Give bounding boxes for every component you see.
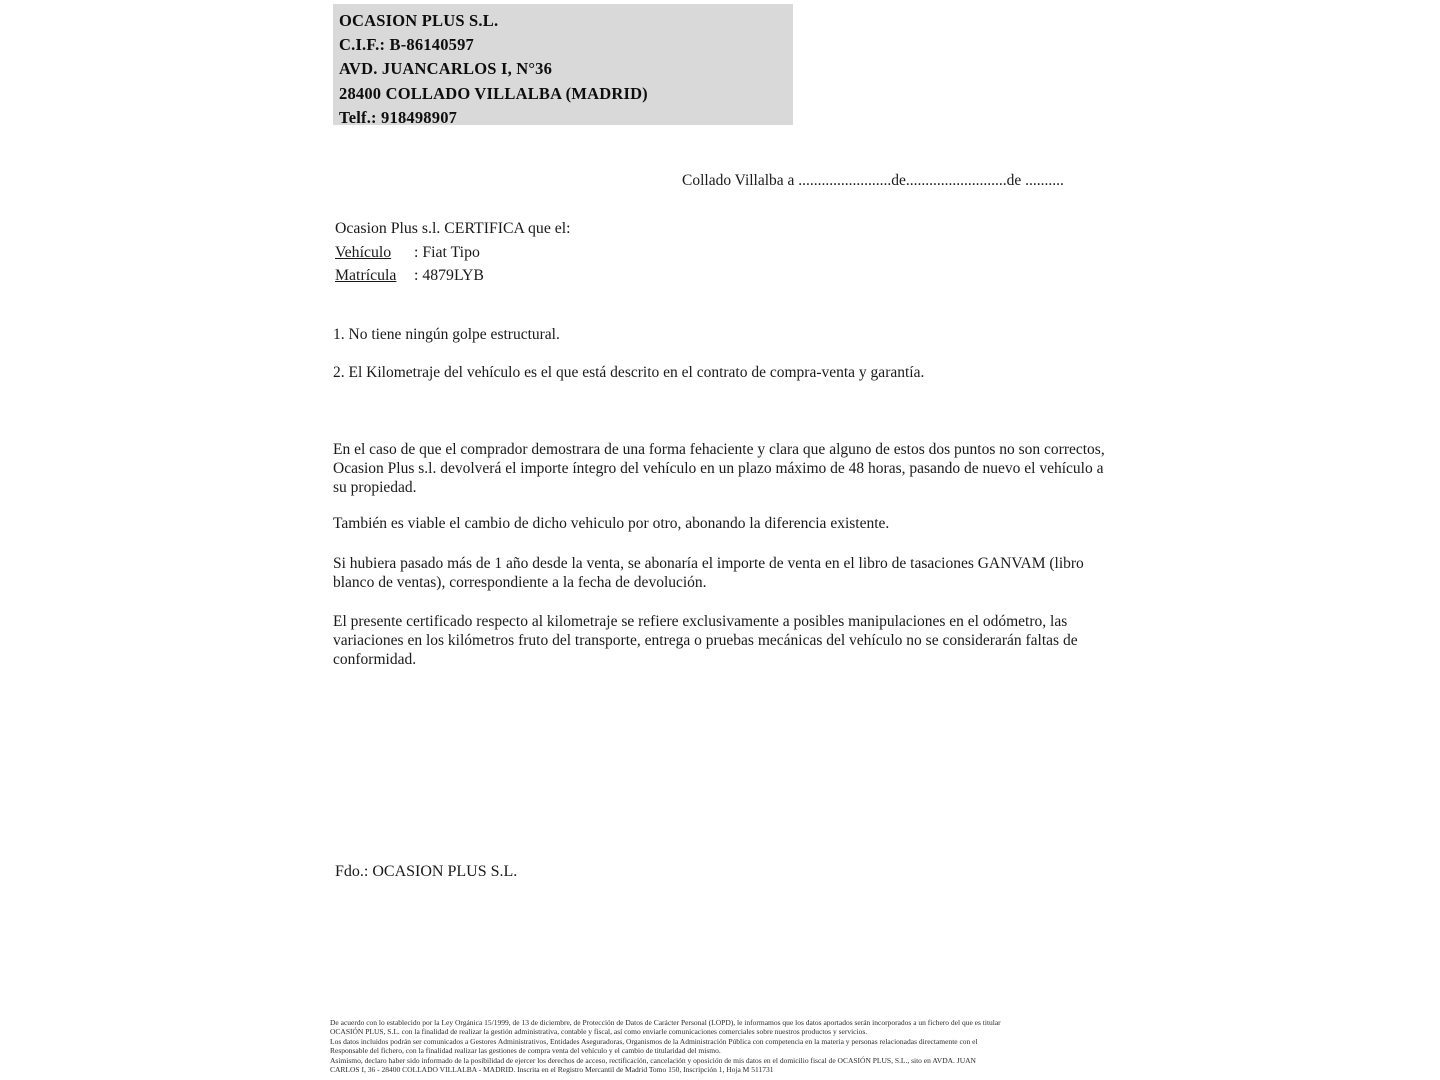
certify-intro: Ocasion Plus s.l. CERTIFICA que el: — [335, 220, 571, 237]
plate-label: Matrícula — [335, 267, 397, 284]
clause-mileage: 2. El Kilometraje del vehículo es el que está descrito en el contrato de compra-venta y garantía. — [333, 364, 925, 381]
signature-line: Fdo.: OCASION PLUS S.L. — [335, 863, 518, 880]
plate-field — [335, 264, 571, 288]
legal-line: OCASIÓN PLUS, S.L. con la finalidad de realizar la gestión administrativa, contable y fiscal, así como enviarle comunicaciones comerciales sobre nuestros productos y servicios. — [330, 1027, 868, 1037]
legal-notice — [330, 1018, 1120, 1074]
company-city: 28400 COLLADO VILLALBA (MADRID) — [339, 83, 648, 103]
paragraph-refund: En el caso de que el comprador demostrara de una forma fehaciente y clara que alguno de estos dos puntos no son correctos, Ocasion Plus s.l. devolverá el importe íntegro del vehículo en un plazo máximo de 48 horas, pasando de nuevo el vehículo a su propiedad. — [333, 441, 1105, 496]
vehicle-field — [335, 241, 571, 265]
paragraph-exchange: También es viable el cambio de dicho vehiculo por otro, abonando la diferencia existente. — [333, 515, 890, 532]
paragraph-odometer: El presente certificado respecto al kilometraje se refiere exclusivamente a posibles manipulaciones en el odómetro, las variaciones en los kilómetros fruto del transporte, entrega o pruebas mecánicas del vehículo no se considerarán faltas de conformidad. — [333, 613, 1078, 668]
date-line: Collado Villalba a ........................de..........................de .......... — [682, 172, 1064, 189]
vehicle-value: Fiat Tipo — [422, 243, 480, 261]
plate-value: 4879LYB — [422, 267, 484, 284]
legal-line: Responsable del fichero, con la finalidad realizar las gestiones de compra venta del vehículo y el cambio de titularidad del mismo. — [330, 1046, 721, 1056]
legal-line: De acuerdo con lo establecido por la Ley Orgánica 15/1999, de 13 de diciembre, de Protección de Datos de Carácter Personal (LOPD), le informamos que los datos aportados serán incorporados a un fichero del que es titular — [330, 1018, 1001, 1027]
legal-line: Asimismo, declaro haber sido informado de la posibilidad de ejercer los derechos de acceso, rectificación, cancelación y oposición de mis datos en el domicilio fiscal de OCASIÓN PLUS, S.L., sito en AVDA. JUAN — [330, 1055, 976, 1065]
plate-separator: : — [414, 267, 423, 284]
clause-structural: 1. No tiene ningún golpe estructural. — [333, 326, 560, 343]
legal-line: Los datos incluidos podrán ser comunicados a Gestores Administrativos, Entidades Aseguradoras, Organismos de la Administración Pública con competencia en la materia y personas relacionadas directamente con el — [330, 1036, 978, 1046]
certificate-block — [335, 217, 571, 288]
company-cif: C.I.F.: B-86140597 — [339, 35, 474, 55]
company-name: OCASION PLUS S.L. — [339, 11, 499, 30]
company-address: AVD. JUANCARLOS I, N°36 — [339, 59, 553, 79]
vehicle-label: Vehículo — [335, 243, 392, 261]
company-header-box — [333, 4, 793, 125]
paragraph-ganvam: Si hubiera pasado más de 1 año desde la venta, se abonaría el importe de venta en el libro de tasaciones GANVAM (libro blanco de ventas), correspondiente a la fecha de devolución. — [333, 555, 1084, 591]
legal-line: CARLOS I, 36 - 28400 COLLADO VILLALBA - MADRID. Inscrita en el Registro Mercantil de Madrid Tomo 150, Inscripción 1, Hoja M 511731 — [330, 1065, 774, 1075]
vehicle-separator: : — [414, 243, 423, 261]
company-phone: Telf.: 918498907 — [339, 107, 458, 127]
